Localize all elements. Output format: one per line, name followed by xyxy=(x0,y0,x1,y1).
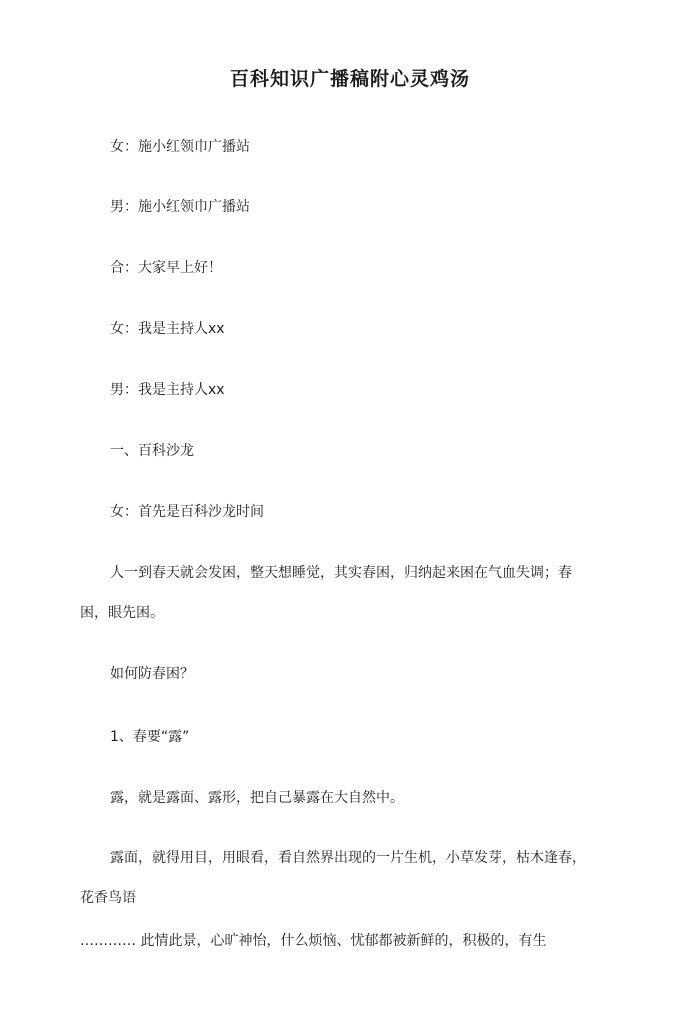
script-line-female-intro: 女：施小红领巾广播站 xyxy=(110,139,250,155)
script-line-salon-start: 女：首先是百科沙龙时间 xyxy=(110,504,264,520)
script-line-male-host: 男：我是主持人xx xyxy=(110,382,225,398)
paragraph-lu-mian-line-1: 露面，就得用目，用眼看，看自然界出现的一片生机，小草发芽，枯木逢春， xyxy=(110,850,586,866)
paragraph-scene-line: ………… 此情此景，心旷神怡，什么烦恼、忧郁都被新鲜的，积极的，有生 xyxy=(80,933,547,949)
document-title: 百科知识广播稿附心灵鸡汤 xyxy=(229,68,470,90)
paragraph-lu-definition: 露，就是露面、露形，把自己暴露在大自然中。 xyxy=(110,790,404,806)
section-heading-baike-salon: 一、百科沙龙 xyxy=(110,443,194,459)
paragraph-lu-mian-line-2: 花香鸟语 xyxy=(80,890,136,906)
question-prevent-drowsiness: 如何防春困？ xyxy=(110,666,194,682)
script-line-together-greeting: 合：大家早上好！ xyxy=(110,260,222,276)
script-line-female-host: 女：我是主持人xx xyxy=(110,321,225,337)
paragraph-spring-drowsiness-line-1: 人一到春天就会发困，整天想睡觉，其实春困，归纳起来困在气血失调；春 xyxy=(110,565,572,581)
script-line-male-intro: 男：施小红领巾广播站 xyxy=(110,199,250,215)
paragraph-spring-drowsiness-line-2: 困，眼先困。 xyxy=(80,605,164,621)
list-item-spring-lu: 1、春要“露” xyxy=(110,729,190,745)
